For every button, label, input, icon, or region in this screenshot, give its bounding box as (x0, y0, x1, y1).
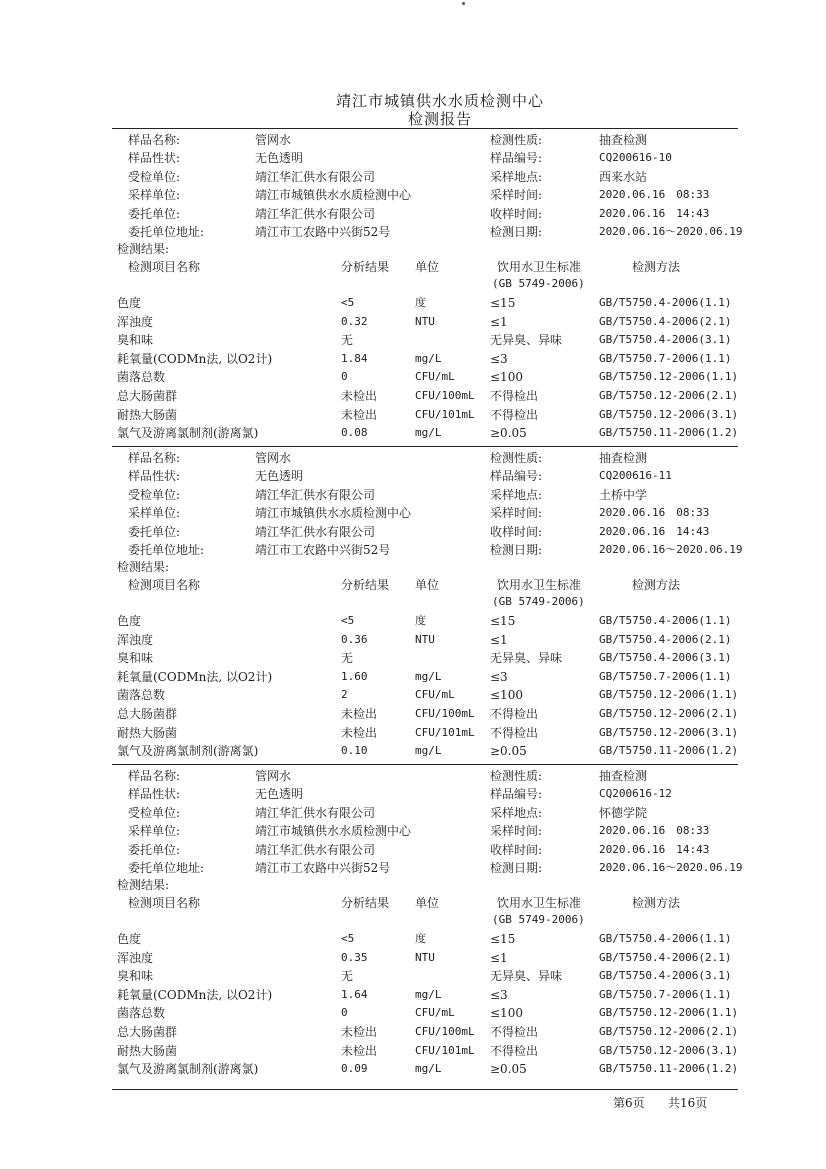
table-row-unit: NTU (415, 632, 435, 646)
table-row-result: 0.36 (341, 632, 368, 646)
table-row-result: 未检出 (341, 407, 378, 422)
info-value-test-date: 2020.06.16～2020.06.19 (599, 861, 743, 874)
table-row-method: GB/T5750.11-2006(1.2) (599, 426, 739, 440)
info-label-sample-name: 样品名称: (128, 133, 181, 147)
table-row-item: 浑浊度 (117, 632, 154, 647)
table-row-method: GB/T5750.12-2006(2.1) (599, 1025, 739, 1038)
info-value-receive-time: 2020.06.16 14:43 (599, 524, 710, 538)
info-label-inspected-unit: 受检单位: (128, 169, 181, 184)
results-label: 检测结果: (117, 242, 170, 256)
table-row-unit: NTU (415, 314, 435, 328)
table-row-standard: 不得检出 (490, 725, 539, 740)
table-row-method: GB/T5750.12-2006(3.1) (599, 1043, 739, 1057)
info-label-sampling-site: 采样地点: (490, 487, 543, 502)
col-header-item: 检测项目名称 (128, 578, 201, 592)
table-row-item: 耐热大肠菌 (117, 725, 178, 740)
info-value-name: 管网水 (255, 133, 292, 147)
table-row-result: <5 (341, 932, 355, 945)
table-row-method: GB/T5750.4-2006(1.1) (599, 932, 732, 945)
table-row-unit: mg/L (415, 744, 442, 758)
table-row-standard: ≤100 (490, 370, 523, 385)
table-row-standard: ≥0.05 (490, 426, 527, 441)
info-value-sample-time: 2020.06.16 08:33 (599, 824, 710, 838)
table-row-unit: mg/L (415, 987, 442, 1001)
table-row-unit: CFU/100mL (415, 1025, 475, 1038)
table-row-result: 无 (341, 969, 354, 984)
table-row-method: GB/T5750.4-2006(1.1) (599, 614, 732, 627)
page-number: 第6页 (613, 1096, 645, 1110)
info-label-inspected-unit: 受检单位: (128, 805, 181, 820)
info-label-test-date: 检测日期: (490, 861, 543, 875)
info-value-sampler: 靖江市城镇供水水质检测中心 (255, 188, 412, 203)
info-value-nature: 抽查检测 (599, 451, 648, 465)
table-row-method: GB/T5750.12-2006(1.1) (599, 688, 739, 702)
info-label-sampling-time: 采样时间: (490, 188, 543, 203)
info-label-sample-no: 样品编号: (490, 787, 543, 802)
table-row-unit: CFU/mL (415, 688, 455, 702)
table-row-result: 0.35 (341, 950, 368, 964)
info-value-sample-time: 2020.06.16 08:33 (599, 506, 710, 520)
table-row-item: 耐热大肠菌 (117, 1043, 178, 1058)
table-row-method: GB/T5750.12-2006(2.1) (599, 389, 739, 402)
info-value-test-date: 2020.06.16～2020.06.19 (599, 543, 743, 556)
table-row-method: GB/T5750.7-2006(1.1) (599, 669, 732, 683)
col-header-standard: 饮用水卫生标准 (497, 896, 582, 910)
table-row-result: <5 (341, 296, 355, 309)
info-label-test-date: 检测日期: (490, 543, 543, 557)
table-row-standard: 不得检出 (490, 1043, 539, 1058)
info-value-name: 管网水 (255, 451, 292, 465)
table-row-method: GB/T5750.12-2006(3.1) (599, 725, 739, 739)
info-label-client-unit: 委托单位: (128, 524, 181, 539)
org-title: 靖江市城镇供水水质检测中心 (335, 92, 544, 110)
table-row-standard: 不得检出 (490, 707, 539, 721)
table-row-item: 耐热大肠菌 (117, 407, 178, 422)
info-label-sample-name: 样品名称: (128, 769, 181, 783)
col-header-unit: 单位 (415, 578, 440, 592)
table-row-item: 浑浊度 (117, 950, 154, 965)
table-row-result: <5 (341, 614, 355, 627)
info-value-client: 靖江华汇供水有限公司 (255, 524, 376, 539)
table-row-item: 菌落总数 (117, 1006, 166, 1021)
table-row-unit: 度 (415, 296, 426, 309)
table-row-standard: ≥0.05 (490, 744, 527, 759)
info-label-test-date: 检测日期: (490, 225, 543, 239)
col-header-result: 分析结果 (341, 260, 390, 274)
table-row-standard: ≤3 (490, 351, 508, 366)
table-row-item: 总大肠菌群 (117, 707, 178, 721)
col-header-standard: 饮用水卫生标准 (497, 260, 582, 274)
info-label-sampling-unit: 采样单位: (128, 506, 181, 521)
header-rule (112, 128, 738, 129)
col-header-result: 分析结果 (341, 896, 390, 910)
table-row-item: 色度 (117, 932, 142, 946)
info-label-sampling-time: 采样时间: (490, 506, 543, 521)
info-value-address: 靖江市工农路中兴街52号 (255, 861, 391, 875)
table-row-unit: mg/L (415, 426, 442, 440)
page-total: 共16页 (668, 1096, 708, 1110)
table-row-unit: 度 (415, 932, 426, 945)
table-row-standard: ≤15 (490, 296, 516, 310)
table-row-unit: mg/L (415, 669, 442, 683)
info-value-client: 靖江华汇供水有限公司 (255, 842, 376, 857)
table-row-method: GB/T5750.11-2006(1.2) (599, 744, 739, 758)
table-row-unit: CFU/100mL (415, 389, 475, 402)
table-row-standard: 无异臭、异味 (490, 333, 563, 348)
table-row-unit: mg/L (415, 351, 442, 365)
table-row-item: 臭和味 (117, 969, 154, 984)
info-label-sample-props: 样品性状: (128, 787, 181, 802)
info-value-nature: 抽查检测 (599, 769, 648, 783)
table-row-item: 浑浊度 (117, 314, 154, 329)
info-value-receive-time: 2020.06.16 14:43 (599, 842, 710, 856)
table-row-standard: ≤1 (490, 950, 508, 965)
table-row-result: 未检出 (341, 725, 378, 740)
table-row-result: 1.64 (341, 987, 368, 1001)
table-row-result: 未检出 (341, 1043, 378, 1058)
col-header-result: 分析结果 (341, 578, 390, 592)
info-label-sample-no: 样品编号: (490, 469, 543, 484)
table-row-item: 总大肠菌群 (117, 389, 178, 403)
table-row-item: 氯气及游离氯制剂(游离氯) (117, 1062, 259, 1077)
table-row-method: GB/T5750.4-2006(3.1) (599, 651, 732, 665)
table-row-method: GB/T5750.4-2006(2.1) (599, 314, 732, 328)
info-label-sampling-site: 采样地点: (490, 169, 543, 184)
info-label-client-address: 委托单位地址: (128, 225, 205, 239)
table-row-result: 未检出 (341, 707, 378, 721)
col-header-item: 检测项目名称 (128, 260, 201, 274)
info-value-sampler: 靖江市城镇供水水质检测中心 (255, 824, 412, 839)
info-label-receive-time: 收样时间: (490, 524, 543, 539)
info-label-client-address: 委托单位地址: (128, 543, 205, 557)
info-value-no: CQ200616-11 (599, 469, 672, 483)
results-label: 检测结果: (117, 878, 170, 892)
footer-rule (112, 1089, 738, 1090)
table-row-unit: NTU (415, 950, 435, 964)
table-row-method: GB/T5750.4-2006(3.1) (599, 333, 732, 347)
table-row-unit: mg/L (415, 1062, 442, 1076)
table-row-item: 臭和味 (117, 333, 154, 348)
info-label-client-unit: 委托单位: (128, 206, 181, 221)
table-row-result: 未检出 (341, 1025, 378, 1039)
table-row-unit: CFU/101mL (415, 1043, 475, 1057)
table-row-item: 菌落总数 (117, 370, 166, 385)
table-row-standard: 不得检出 (490, 389, 539, 403)
table-row-unit: CFU/101mL (415, 407, 475, 421)
info-value-nature: 抽查检测 (599, 133, 648, 147)
table-row-method: GB/T5750.12-2006(2.1) (599, 707, 739, 720)
table-row-result: 0 (341, 1006, 348, 1020)
col-header-standard-code: (GB 5749-2006) (492, 277, 585, 290)
info-value-test-date: 2020.06.16～2020.06.19 (599, 225, 743, 238)
info-value-site: 怀德学院 (599, 805, 648, 820)
info-label-sampling-unit: 采样单位: (128, 188, 181, 203)
col-header-item: 检测项目名称 (128, 896, 201, 910)
info-value-address: 靖江市工农路中兴街52号 (255, 225, 391, 239)
table-row-method: GB/T5750.4-2006(2.1) (599, 950, 732, 964)
info-value-inspected: 靖江华汇供水有限公司 (255, 169, 376, 184)
table-row-method: GB/T5750.7-2006(1.1) (599, 987, 732, 1001)
info-value-site: 土桥中学 (599, 487, 648, 502)
table-row-result: 1.60 (341, 669, 368, 683)
info-value-no: CQ200616-12 (599, 787, 672, 801)
info-value-site: 西来水站 (599, 169, 648, 184)
col-header-method: 检测方法 (632, 578, 681, 592)
table-row-item: 臭和味 (117, 651, 154, 666)
info-label-receive-time: 收样时间: (490, 842, 543, 857)
info-label-sampling-time: 采样时间: (490, 824, 543, 839)
table-row-method: GB/T5750.4-2006(3.1) (599, 969, 732, 983)
table-row-result: 1.84 (341, 351, 368, 365)
table-row-method: GB/T5750.12-2006(3.1) (599, 407, 739, 421)
table-row-item: 总大肠菌群 (117, 1025, 178, 1039)
table-row-unit: CFU/mL (415, 370, 455, 384)
table-row-item: 色度 (117, 296, 142, 310)
scan-speck (462, 2, 465, 5)
table-row-standard: ≥0.05 (490, 1062, 527, 1077)
table-row-method: GB/T5750.7-2006(1.1) (599, 351, 732, 365)
table-row-standard: ≤100 (490, 688, 523, 703)
table-row-result: 0.08 (341, 426, 368, 440)
table-row-standard: ≤100 (490, 1006, 523, 1021)
info-value-props: 无色透明 (255, 787, 304, 802)
section-divider (112, 764, 738, 765)
info-label-sample-no: 样品编号: (490, 151, 543, 166)
table-row-unit: CFU/101mL (415, 725, 475, 739)
col-header-standard: 饮用水卫生标准 (497, 578, 582, 592)
info-label-test-nature: 检测性质: (490, 133, 543, 147)
table-row-item: 耗氧量(CODMn法, 以O2计) (117, 987, 273, 1002)
info-value-props: 无色透明 (255, 469, 304, 484)
table-row-method: GB/T5750.12-2006(1.1) (599, 1006, 739, 1020)
table-row-item: 氯气及游离氯制剂(游离氯) (117, 426, 259, 441)
table-row-item: 耗氧量(CODMn法, 以O2计) (117, 669, 273, 684)
table-row-result: 2 (341, 688, 348, 702)
info-label-inspected-unit: 受检单位: (128, 487, 181, 502)
info-label-test-nature: 检测性质: (490, 451, 543, 465)
table-row-standard: 不得检出 (490, 1025, 539, 1039)
table-row-method: GB/T5750.11-2006(1.2) (599, 1062, 739, 1076)
info-value-sample-time: 2020.06.16 08:33 (599, 188, 710, 202)
info-value-inspected: 靖江华汇供水有限公司 (255, 805, 376, 820)
info-label-sampling-site: 采样地点: (490, 805, 543, 820)
table-row-method: GB/T5750.4-2006(2.1) (599, 632, 732, 646)
table-row-standard: ≤15 (490, 932, 516, 946)
info-label-sample-props: 样品性状: (128, 151, 181, 166)
table-row-method: GB/T5750.12-2006(1.1) (599, 370, 739, 384)
table-row-method: GB/T5750.4-2006(1.1) (599, 296, 732, 309)
info-label-test-nature: 检测性质: (490, 769, 543, 783)
info-label-client-unit: 委托单位: (128, 842, 181, 857)
info-value-name: 管网水 (255, 769, 292, 783)
table-row-standard: 无异臭、异味 (490, 651, 563, 666)
col-header-method: 检测方法 (632, 260, 681, 274)
info-value-inspected: 靖江华汇供水有限公司 (255, 487, 376, 502)
table-row-standard: 不得检出 (490, 407, 539, 422)
table-row-result: 0.10 (341, 744, 368, 758)
table-row-result: 0.09 (341, 1062, 368, 1076)
info-label-sampling-unit: 采样单位: (128, 824, 181, 839)
col-header-method: 检测方法 (632, 896, 681, 910)
info-label-sample-name: 样品名称: (128, 451, 181, 465)
info-value-receive-time: 2020.06.16 14:43 (599, 206, 710, 220)
table-row-item: 耗氧量(CODMn法, 以O2计) (117, 351, 273, 366)
table-row-standard: 无异臭、异味 (490, 969, 563, 984)
info-label-sample-props: 样品性状: (128, 469, 181, 484)
table-row-result: 无 (341, 651, 354, 666)
info-value-client: 靖江华汇供水有限公司 (255, 206, 376, 221)
table-row-result: 未检出 (341, 389, 378, 403)
table-row-unit: CFU/100mL (415, 707, 475, 720)
table-row-item: 氯气及游离氯制剂(游离氯) (117, 744, 259, 759)
info-value-no: CQ200616-10 (599, 151, 672, 165)
table-row-result: 0 (341, 370, 348, 384)
info-value-address: 靖江市工农路中兴街52号 (255, 543, 391, 557)
section-divider (112, 446, 738, 447)
col-header-unit: 单位 (415, 260, 440, 274)
col-header-unit: 单位 (415, 896, 440, 910)
table-row-item: 色度 (117, 614, 142, 628)
table-row-item: 菌落总数 (117, 688, 166, 703)
info-label-client-address: 委托单位地址: (128, 861, 205, 875)
col-header-standard-code: (GB 5749-2006) (492, 913, 585, 926)
info-value-sampler: 靖江市城镇供水水质检测中心 (255, 506, 412, 521)
table-row-standard: ≤3 (490, 669, 508, 684)
table-row-standard: ≤3 (490, 987, 508, 1002)
table-row-standard: ≤1 (490, 314, 508, 329)
table-row-standard: ≤15 (490, 614, 516, 628)
table-row-result: 0.32 (341, 314, 368, 328)
table-row-unit: 度 (415, 614, 426, 627)
table-row-result: 无 (341, 333, 354, 348)
report-title: 检测报告 (407, 110, 472, 128)
col-header-standard-code: (GB 5749-2006) (492, 595, 585, 608)
results-label: 检测结果: (117, 560, 170, 574)
table-row-unit: CFU/mL (415, 1006, 455, 1020)
info-value-props: 无色透明 (255, 151, 304, 166)
table-row-standard: ≤1 (490, 632, 508, 647)
info-label-receive-time: 收样时间: (490, 206, 543, 221)
